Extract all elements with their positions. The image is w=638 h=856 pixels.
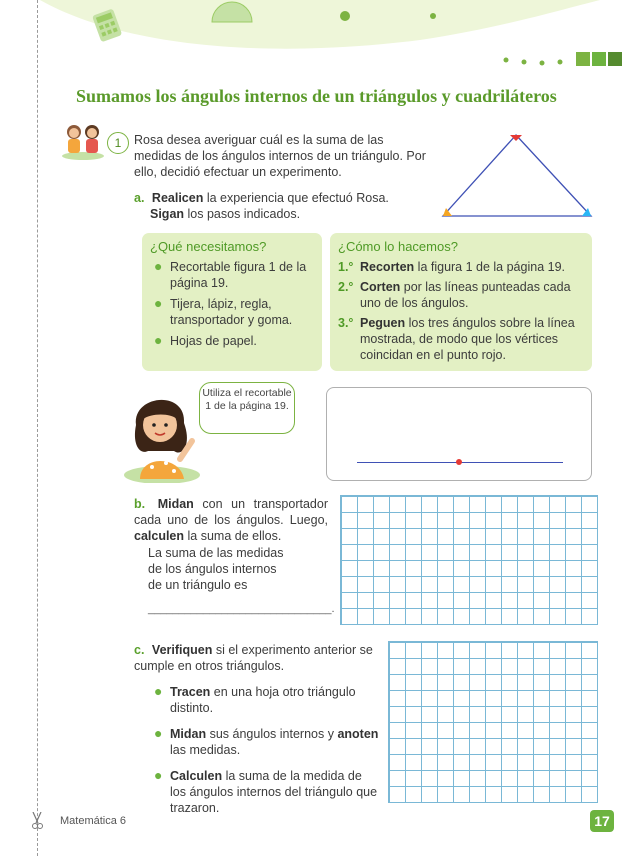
page-title: Sumamos los ángulos internos de un triángulos y cuadriláteros [76,86,557,106]
section-a-text2: los pasos indicados. [184,207,301,221]
section-a-label: a. [134,191,145,205]
header-decoration [0,0,638,80]
speech-bubble: Utiliza el recortable 1 de la página 19. [199,382,295,434]
cubes-icon [576,52,622,66]
section-b-text2: la suma de ellos. [184,529,282,543]
section-a-text1: la experiencia que efectuó Rosa. [203,191,389,205]
triangle-figure [438,128,598,222]
grid-c [388,641,598,803]
needs-item: ● Hojas de papel. [154,332,257,348]
c-bullet: ● Midan sus ángulos internos y anoten las medidas. [154,725,379,757]
grid-b [340,495,598,625]
answer-text: La suma de las medidas de los ángulos internos de un triángulo es [148,546,284,592]
kids-icon [60,120,106,160]
how-step: 3.° Peguen los tres ángulos sobre la línea mostrada, de modo que los vértices coincidan en el punto rojo. [338,316,575,362]
section-c-label: c. [134,643,145,657]
c-bullet: ● Tracen en una hoja otro triángulo distinto. [154,683,356,715]
red-point [456,459,462,465]
c-bullet: ● Calculen la suma de la medida de los ángulos internos del triángulo que trazaron. [154,767,378,815]
section-a [134,190,414,222]
footer-book: Matemática 6 [60,815,127,827]
needs-item: ● Tijera, lápiz, regla, transportador y goma. [154,295,293,327]
how-step: 1.° Recorten la figura 1 de la página 19. [338,260,565,274]
section-b [134,496,328,544]
section-a-verb-realicen: Realicen [151,191,204,205]
section-c-text1: si el experimento anterior se cumple en otros triángulos. [134,643,373,673]
section-a-verb-sigan: Sigan [150,207,185,221]
cut-line [37,0,38,856]
how-box [330,233,592,371]
scissors-icon [29,812,45,830]
answer-box [148,545,335,623]
section-c-verb-verifiquen: Verifiquen [151,643,213,657]
girl-icon [122,385,202,483]
how-title: ¿Cómo lo hacemos? [338,239,458,254]
section-c [134,642,374,674]
section-b-text1: con un transportador cada uno de los ángulos. Luego, [134,497,328,527]
vertex-cyan-mark [582,208,591,216]
answer-blank[interactable]: ______________________________. [148,603,335,615]
section-b-label: b. [134,497,146,511]
vertex-yellow-mark [443,208,452,216]
section-b-verb-calculen: calculen [134,529,185,543]
needs-title: ¿Qué necesitamos? [150,239,267,254]
activity-intro: Rosa desea averiguar cuál es la suma de las medidas de los ángulos internos de un triángulo. Por ello, decidió efectuar un experimento. [134,133,426,179]
section-b-verb-midan: Midan [157,497,194,511]
page-number: 17 [590,810,614,832]
paste-area [326,387,592,481]
needs-box [142,233,322,371]
needs-item: ● Recortable figura 1 de la página 19. [154,258,307,290]
section-c-bullets [150,684,380,821]
how-step: 2.° Corten por las líneas punteadas cada uno de los ángulos. [338,280,571,310]
activity-number: 1 [107,132,129,154]
